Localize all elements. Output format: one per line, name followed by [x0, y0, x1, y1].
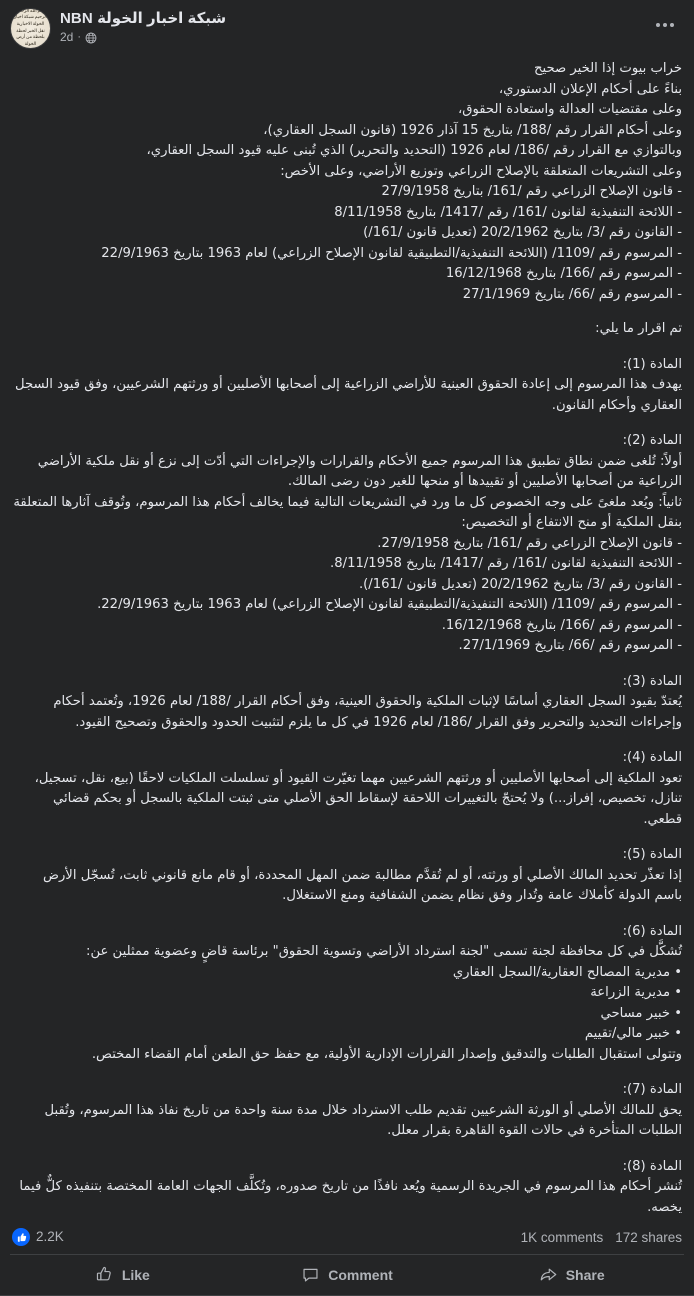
- counts-right-group: [521, 1230, 682, 1245]
- post-reference-item: - اللائحة التنفيذية لقانون /161/ رقم /1417/ بتاريخ 8/11/1958: [334, 204, 682, 220]
- avatar-calligraphy-text: بسم الله الرحمن الرحيم شبكة اخبار الخولة الاخبارية نقل الخبر لحظة بلحظة من أرض الخولة: [13, 9, 48, 47]
- post-header: [0, 0, 694, 53]
- post-reference-item: - المرسوم رقم /66/ بتاريخ 27/1/1969: [462, 286, 682, 302]
- reactions-summary[interactable]: [12, 1228, 64, 1246]
- post-intro-line: وعلى مقتضيات العدالة واستعادة الحقوق،: [457, 102, 682, 117]
- article-paragraph: تُشكَّل في كل محافظة لجنة تسمى "لجنة استرداد الأراضي وتسوية الحقوق" برئاسة قاضٍ وعضوية ممثلين عن:: [86, 944, 682, 959]
- post-body-text: [0, 53, 694, 1218]
- comment-button-label: Comment: [328, 1266, 393, 1283]
- like-button-label: Like: [121, 1266, 150, 1283]
- article-list-item: • خبير مالي/تقييم: [584, 1026, 682, 1041]
- article-list-item: - المرسوم رقم /66/ بتاريخ 27/1/1969.: [458, 638, 682, 653]
- post-options-button[interactable]: [650, 14, 680, 36]
- page-name[interactable]: NBN شبكة اخبار الخولة: [60, 10, 227, 27]
- article-paragraph: تعود الملكية إلى أصحابها الأصليين أو ورثتهم الشرعيين مهما تغيّرت القيود أو تسلسلت الملكيات لاحقًا (بيع، نقل، تسجيل، تنازل، تخصيص، إفراز...) ولا يُحتجّ بالتغييرات اللاحقة لإسقاط الحق الأصلي متى ثبتت الملكية بالسجل أو بحكم قضائي قطعي.: [34, 770, 682, 827]
- article-heading: المادة (5):: [622, 847, 682, 862]
- ellipsis-dot: [663, 23, 667, 27]
- post-reference-item: - القانون رقم /3/ بتاريخ 20/2/1962 (تعديل قانون /161/): [363, 225, 682, 240]
- article-list-item: • مديرية الزراعة: [590, 985, 682, 1000]
- article-tail-paragraph: وتتولى استقبال الطلبات والتدقيق وإصدار القرارات الإدارية الأولية، مع حفظ حق الطعن أمام القضاء المختص.: [91, 1046, 682, 1062]
- thumbs-up-filled-icon: [12, 1228, 30, 1246]
- thumbs-up-outline-icon: [95, 1265, 114, 1284]
- post-intro-line: وبالتوازي مع القرار رقم /186/ لعام 1926 (التحديد والتحرير) الذي تُبنى عليه قيود السجل العقاري،: [146, 143, 682, 158]
- article-list-item: - المرسوم رقم /166/ بتاريخ 16/12/1968.: [441, 617, 682, 633]
- post-reference-item: - قانون الإصلاح الزراعي رقم /161/ بتاريخ 27/9/1958: [381, 184, 682, 199]
- article-heading: المادة (4):: [622, 750, 682, 765]
- post-reference-item: - المرسوم رقم /166/ بتاريخ 16/12/1968: [445, 266, 682, 281]
- article-list-item: • خبير مساحي: [600, 1005, 682, 1021]
- meta-separator: ·: [77, 31, 82, 43]
- post-enactment-line: تم اقرار ما يلي:: [595, 321, 682, 336]
- post-intro-line: وعلى أحكام القرار رقم /188/ بتاريخ 15 آذار 1926 (قانون السجل العقاري)،: [263, 122, 682, 138]
- article-heading: المادة (2):: [622, 433, 682, 448]
- article-list-item: • مديرية المصالح العقارية/السجل العقاري: [452, 964, 682, 980]
- post-header-text: [60, 8, 684, 46]
- post-intro-line: خراب بيوت إذا الخير صحيح: [533, 61, 682, 76]
- reaction-count: 2.2K: [36, 1229, 64, 1244]
- comment-button[interactable]: [235, 1257, 460, 1292]
- like-button[interactable]: [10, 1257, 235, 1292]
- share-button-label: Share: [565, 1266, 605, 1283]
- article-paragraph: يُعتدّ بقيود السجل العقاري أساسًا لإثبات الملكية والحقوق العينية، وفق أحكام القرار /188/ لعام 1926، وتُعتمد أحكام وإجراءات التحديد والتحرير وفق القرار /186/ لعام 1926 في كل ما يلزم لتثبيت الحدود والحقوق وتصحيح القيود.: [53, 694, 682, 730]
- share-button[interactable]: [459, 1257, 684, 1292]
- shares-count[interactable]: 172 shares: [615, 1229, 682, 1245]
- comments-count[interactable]: 1K comments: [520, 1229, 604, 1245]
- article-heading: المادة (8):: [622, 1158, 682, 1174]
- article-paragraph: تُنشر أحكام هذا المرسوم في الجريدة الرسمية ويُعد نافذًا من تاريخ صدوره، وتُكلَّف الجهات العامة المختصة بتنفيذه كلٌّ فيما يخصه.: [19, 1179, 682, 1215]
- comment-bubble-icon: [301, 1265, 320, 1284]
- article-heading: المادة (7):: [622, 1082, 682, 1097]
- post-intro-line: وعلى التشريعات المتعلقة بالإصلاح الزراعي وتوزيع الأراضي، وعلى الأخص:: [280, 163, 682, 179]
- article-paragraph: يحق للمالك الأصلي أو الورثة الشرعيين تقديم طلب الاسترداد خلال مدة سنة واحدة من تاريخ نفاذ هذا المرسوم، وتُقبل الطلبات المتأخرة في حالات القوة القاهرة بقرار معلل.: [44, 1102, 682, 1138]
- ellipsis-dot: [670, 23, 674, 27]
- post-meta: [60, 29, 684, 46]
- engagement-counts-row: [0, 1218, 694, 1254]
- post-timestamp[interactable]: 2d: [60, 30, 74, 44]
- article-paragraph: ثانياً: ويُعد ملغىً على وجه الخصوص كل ما ورد في التشريعات التالية فيما يخالف أحكام هذا المرسوم، وتُوقف آثارها المتعلقة بنقل الملكية أو منح الانتفاع أو التخصيص:: [13, 494, 682, 530]
- article-paragraph: يهدف هذا المرسوم إلى إعادة الحقوق العينية للأراضي الزراعية إلى أصحابها الأصليين أو ورثتهم الشرعيين، وفق قيود السجل العقاري وأحكام القانون.: [14, 377, 682, 413]
- article-list-item: - المرسوم رقم /1109/ (اللائحة التنفيذية/التطبيقية لقانون الإصلاح الزراعي) لعام 1963 بتاريخ 22/9/1963.: [97, 597, 682, 612]
- article-heading: المادة (1):: [622, 356, 682, 372]
- post-action-bar: [10, 1254, 684, 1295]
- article-list-item: - القانون رقم /3/ بتاريخ 20/2/1962 (تعديل قانون /161/).: [358, 576, 682, 592]
- globe-icon[interactable]: [85, 32, 97, 44]
- post-intro-line: بناءً على أحكام الإعلان الدستوري،: [498, 81, 682, 97]
- article-list-item: - قانون الإصلاح الزراعي رقم /161/ بتاريخ 27/9/1958.: [377, 535, 682, 551]
- article-paragraph: إذا تعذّر تحديد المالك الأصلي أو ورثته، أو لم تُقدَّم مطالبة ضمن المهل المحددة، أو قام مانع قانوني ثابت، تُسجّل الأرض باسم الدولة كأملاك عامة وتُدار وفق نظام يضمن الشفافية ومنع الاستغلال.: [43, 867, 682, 903]
- avatar[interactable]: [10, 8, 51, 49]
- article-heading: المادة (3):: [622, 673, 682, 689]
- article-heading: المادة (6):: [622, 923, 682, 939]
- ellipsis-dot: [656, 23, 660, 27]
- share-arrow-icon: [539, 1265, 558, 1284]
- post-reference-item: - المرسوم رقم /1109/ (اللائحة التنفيذية/التطبيقية لقانون الإصلاح الزراعي) لعام 1963 بتاريخ 22/9/1963: [101, 245, 682, 261]
- article-list-item: - اللائحة التنفيذية لقانون /161/ رقم /1417/ بتاريخ 8/11/1958.: [330, 556, 682, 571]
- article-paragraph: أولاً: تُلغى ضمن نطاق تطبيق هذا المرسوم جميع الأحكام والقرارات والإجراءات التي أدّت إلى نزع أو نقل ملكية الأراضي الزراعية من أصحابها الأصليين أو تقييدها أو منحها للغير دون رضى المالك.: [37, 453, 682, 489]
